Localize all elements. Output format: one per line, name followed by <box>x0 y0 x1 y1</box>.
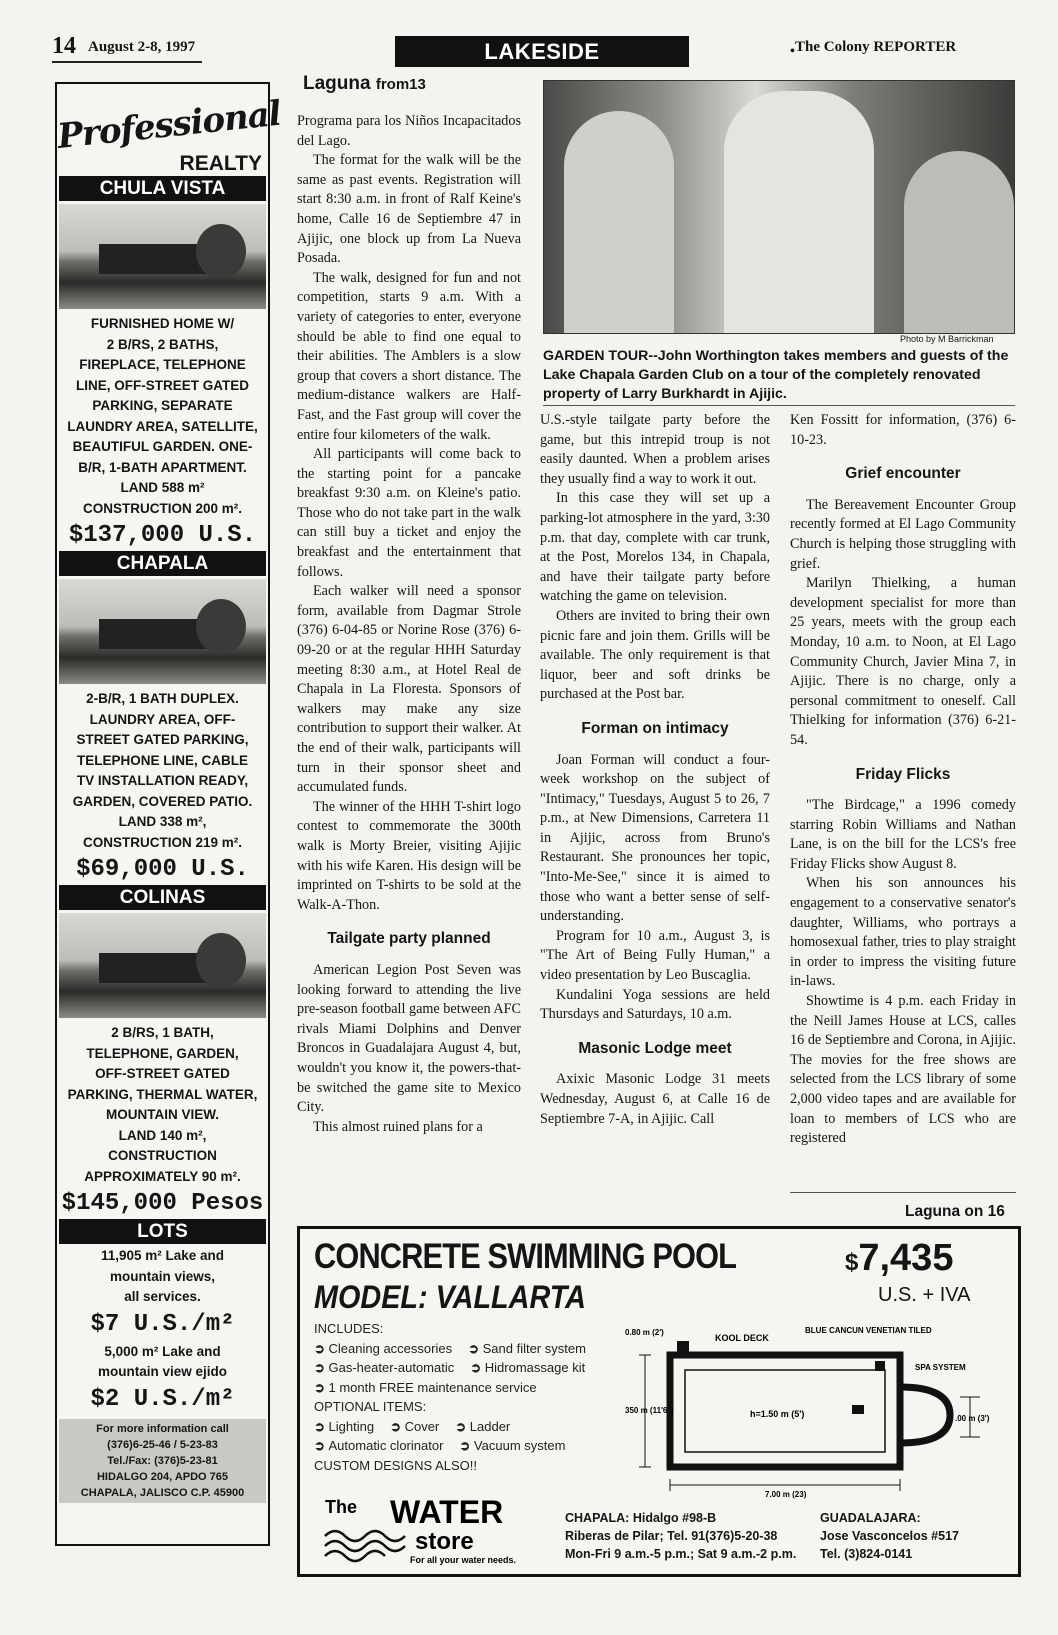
price-value: 7,435 <box>858 1237 954 1279</box>
paragraph: Each walker will need a sponsor form, available from Dagmar Strole (376) 6-04-85 or Norine Rose (376) 6-09-20 or at the regular HHH Saturday meeting 8:30 a.m., at Hotel Real de Chapala in La Floresta. Sponsors of walkers may make any size contribution to support their walker. At the end of their walk, participants will turn in their sponsor sheet and accumulated funds. <box>297 583 521 796</box>
listing-heading: CHULA VISTA <box>59 176 266 201</box>
lots-description <box>57 1340 268 1385</box>
listing-description <box>57 1021 268 1189</box>
contact-line: (376)6-25-46 / 5-23-83 <box>107 1438 218 1451</box>
paragraph: The Bereavement Encounter Group recently formed at El Lago Community Church is helping those struggling with grief. <box>790 496 1016 572</box>
listing-line: FURNISHED HOME W/ <box>90 316 235 331</box>
option-item: ➲ Cover <box>390 1418 440 1434</box>
paragraph: All participants will come back to the starting point for a pancake breakfast 9:30 a.m. on Kleine's patio. Those who do not take part in the walk can still buy a ticket and enjoy the breakfast and the entertainment that follows. <box>297 446 521 580</box>
listing-line: LAUNDRY AREA, SATELLITE, <box>67 418 258 434</box>
option-item: ➲ Automatic clorinator <box>314 1438 444 1453</box>
lots-price: $2 U.S./m² <box>90 1385 235 1413</box>
issue-date: August 2-8, 1997 <box>88 39 196 55</box>
garden-tour-photo <box>543 80 1015 334</box>
realty-contact <box>59 1419 266 1503</box>
paragraph: In this case they will set up a parking-lot atmosphere in the yard, 3:30 p.m. that day, complete with car trunk, at the Post, Morelos 134, in Chapala, and have their tailgate party before watching the game on television. <box>540 490 770 605</box>
listing-price: $137,000 U.S. <box>68 522 257 549</box>
listing-line: LAUNDRY AREA, OFF- <box>89 711 236 727</box>
listing-line: TV INSTALLATION READY, <box>76 773 249 788</box>
paragraph: Marilyn Thielking, a human development specialist for more than 25 years, meets with the group each Monday, 10 a.m. to Noon, at El Lago Community Church, Javier Mina 7, in Ajijic. There is no charge, only a personal commitment to oneself. Call Thielking for information (376) 6-21-54. <box>790 575 1016 748</box>
listing-description <box>57 312 268 521</box>
listing-price: $145,000 Pesos <box>61 1190 264 1217</box>
listing-line: CONSTRUCTION 219 m². <box>82 834 243 850</box>
optional-label: OPTIONAL ITEMS: <box>314 1399 427 1414</box>
address-line: Tel. (3)824-0141 <box>820 1547 913 1561</box>
listing-price: $69,000 U.S. <box>76 856 249 883</box>
paragraph: "The Birdcage," a 1996 comedy starring Robin Williams and Nathan Lane, is on the bill for the LCS's free Friday Flicks show August 8. <box>790 797 1016 872</box>
option-item: ➲ Vacuum system <box>459 1438 566 1453</box>
water-store-logo <box>320 1491 550 1566</box>
diagram-spa-size-label: .00 m (3') <box>955 1414 990 1423</box>
jump-headline <box>303 73 426 95</box>
listing-line: TELEPHONE LINE, CABLE <box>76 752 248 768</box>
column-end-rule <box>790 1192 1016 1193</box>
diagram-width-label: 0.80 m (2') <box>625 1328 664 1337</box>
paragraph: American Legion Post Seven was looking forward to attending the live pre-season football game between AFC rivals Miami Dolphins and Denver Broncos in Guadalajara August 4, but, wouldn't you know it, the powers-that-be switched the game site to Mexico City. <box>297 961 521 1116</box>
paragraph: U.S.-style tailgate party before the game, but this intrepid troup is not easily daunted. When a problem arises they usually find a way to work it out. <box>540 412 770 487</box>
listing-photo <box>59 204 266 309</box>
listing-line: 2 B/RS, 2 BATHS, <box>106 336 219 352</box>
feature-item: ➲ Gas-heater-automatic <box>314 1360 455 1375</box>
option-item: ➲ Ladder <box>455 1418 511 1434</box>
listing-line: FIREPLACE, TELEPHONE <box>79 357 246 372</box>
pool-ad-price-note: U.S. + IVA <box>878 1284 971 1306</box>
paragraph: Kundalini Yoga sessions are held Thursdays and Saturdays, 10 a.m. <box>540 986 770 1023</box>
lots-line: mountain view ejido <box>97 1364 227 1379</box>
listing-line: TELEPHONE, GARDEN, <box>86 1045 239 1061</box>
subhead-masonic: Masonic Lodge meet <box>578 1039 732 1057</box>
listing-line: APPROXIMATELY 90 m². <box>84 1168 241 1184</box>
contact-line: HIDALGO 204, APDO 765 <box>96 1470 229 1483</box>
lots-line: mountain views, <box>109 1268 216 1284</box>
lots-line: all services. <box>124 1289 201 1304</box>
pool-ad-title: CONCRETE SWIMMING POOL <box>314 1237 737 1276</box>
caption-rule <box>543 405 1015 406</box>
realty-ad <box>55 82 283 1546</box>
listing-line: GARDEN, COVERED PATIO. <box>72 793 253 809</box>
paragraph: This almost ruined plans for a <box>313 1118 483 1135</box>
section-banner: LAKESIDE <box>395 36 689 67</box>
contact-line: Tel./Fax: (376)5-23-81 <box>107 1454 218 1467</box>
jump-from: from13 <box>375 76 426 93</box>
pool-ad <box>297 1226 1021 1577</box>
diagram-depth-label: h=1.50 m (5') <box>750 1409 805 1419</box>
listing-heading: CHAPALA <box>59 551 266 576</box>
logo-store: store <box>415 1528 474 1555</box>
feature-item: ➲ Sand filter system <box>468 1340 586 1356</box>
paragraph: Programa para los Niños Incapacitados del Lago. <box>297 113 521 149</box>
subhead-forman: Forman on intimacy <box>581 719 729 737</box>
logo-water: WATER <box>390 1494 504 1530</box>
listing-line: OFF-STREET GATED <box>95 1066 230 1081</box>
listing-line: LINE, OFF-STREET GATED <box>76 377 249 393</box>
custom-designs: CUSTOM DESIGNS ALSO!! <box>314 1457 478 1473</box>
realty-logo-sub: REALTY <box>179 152 262 175</box>
listing-line: 2 B/RS, 1 BATH, <box>111 1025 214 1040</box>
listing-photo <box>59 579 266 684</box>
pool-diagram <box>625 1325 1005 1500</box>
contact-line: CHAPALA, JALISCO C.P. 45900 <box>80 1486 245 1499</box>
guadalajara-address <box>820 1509 959 1563</box>
header-rule <box>52 61 202 63</box>
listing-line: B/R, 1-BATH APARTMENT. <box>78 459 247 475</box>
paragraph: The walk, designed for fun and not competition, starts 9 a.m. With a variety of categories to enter, everyone should be able to find one equal to their abilities. The Amblers is a slow group that covers a short distance. The medium-distance walkers are Half-Fast, and the Fast group will cover the entire four kilometers of the walk. <box>297 269 521 443</box>
paragraph: Showtime is 4 p.m. each Friday in the Neill James House at LCS, calles 16 de Septiembre and Corona, in Ajijic. The movies for the free shows are selected from the LCS library of some 2,000 video tapes and are available for loan to members of LCS who are registered <box>790 993 1016 1147</box>
article-column-3 <box>790 411 1016 1149</box>
address-line: CHAPALA: Hidalgo #98-B <box>565 1511 717 1525</box>
subhead-tailgate: Tailgate party planned <box>327 930 491 948</box>
listing-line: CONSTRUCTION <box>108 1148 217 1163</box>
realty-logo: Professional <box>55 93 283 157</box>
option-item: ➲ Lighting <box>314 1418 375 1434</box>
subhead-grief: Grief encounter <box>845 465 961 483</box>
subhead-flicks: Friday Flicks <box>855 765 951 783</box>
listing-photo <box>59 913 266 1018</box>
address-line: GUADALAJARA: <box>820 1511 921 1525</box>
address-line: Jose Vasconcelos #517 <box>820 1529 959 1543</box>
lots-price: $7 U.S./m² <box>90 1310 235 1338</box>
article-column-1 <box>297 112 521 1137</box>
paragraph: Ken Fossitt for information, (376) 6-10-23. <box>790 412 1016 448</box>
listing-line: PARKING, SEPARATE <box>92 398 233 413</box>
contact-line: For more information call <box>96 1422 229 1435</box>
lots-line: 5,000 m² Lake and <box>104 1343 221 1359</box>
paragraph: Program for 10 a.m., August 3, is "The Art of Being Fully Human," a video presentation by Leo Buscaglia. <box>540 927 770 984</box>
price-symbol: $ <box>845 1249 859 1276</box>
bullet-mark: • <box>790 44 795 59</box>
paragraph: Others are invited to bring their own picnic fare and join them. Grills will be available. The only requirement is that liquor, beer and soft drinks be purchased at the Post bar. <box>540 607 770 703</box>
diagram-tile-label: BLUE CANCUN VENETIAN TILED <box>805 1326 932 1335</box>
lots-description <box>57 1244 268 1310</box>
diagram-spa-label: SPA SYSTEM <box>915 1363 966 1372</box>
paragraph: Axixic Masonic Lodge 31 meets Wednesday, August 6, at Calle 16 de Septiembre 7-A, in Ajijic. Call <box>540 1071 770 1127</box>
pool-ad-price <box>845 1237 953 1280</box>
pool-ad-model: MODEL: VALLARTA <box>314 1279 586 1315</box>
listing-line: MOUNTAIN VIEW. <box>106 1107 219 1122</box>
paragraph: When his son announces his engagement to a conservative senator's daughter, Williams, who portrays a homosexual father, tries to play straight in order to impress the visiting future in-laws. <box>790 875 1016 990</box>
photo-caption: GARDEN TOUR--John Worthington takes members and guests of the Lake Chapala Garden Club on a tour of the completely renovated property of Larry Burkhardt in Ajijic. <box>543 348 1009 402</box>
paragraph: The winner of the HHH T-shirt logo contest to commemorate the 300th walk is Morty Breier, visiting Ajijic with his wife Karen. His design will be imprinted on T-shirts to be sold at the Walk-A-Thon. <box>297 798 521 913</box>
chapala-address <box>565 1509 796 1563</box>
paragraph: Joan Forman will conduct a four-week workshop on the subject of "Intimacy," Tuesdays, August 5 to 26, 7 p.m., at New Dimensions, Carretera 11 in Ajijic, across from Bruno's Restaurant. She pronounces her topic, "Into-Me-See," since it is aimed to those who want a better sense of self-understanding. <box>540 751 770 925</box>
article-column-2 <box>540 411 770 1129</box>
listing-line: LAND 140 m², <box>118 1127 207 1143</box>
listing-line: PARKING, THERMAL WATER, <box>67 1086 258 1102</box>
listing-line: STREET GATED PARKING, <box>76 732 249 747</box>
address-line: Riberas de Pilar; Tel. 91(376)5-20-38 <box>565 1529 778 1543</box>
logo-the: The <box>325 1497 358 1517</box>
includes-label: INCLUDES: <box>314 1321 384 1336</box>
feature-item: ➲ Cleaning accessories <box>314 1340 453 1356</box>
lots-line: 11,905 m² Lake and <box>100 1248 225 1263</box>
feature-item: ➲ 1 month FREE maintenance service <box>314 1379 537 1395</box>
feature-item: ➲ Hidromassage kit <box>470 1360 586 1375</box>
listing-line: BEAUTIFUL GARDEN. ONE- <box>72 439 253 454</box>
listing-line: CONSTRUCTION 200 m². <box>82 500 243 516</box>
newspaper-name: The Colony REPORTER <box>795 39 957 55</box>
pool-ad-features <box>314 1319 644 1475</box>
logo-tagline: For all your water needs. <box>410 1555 517 1565</box>
photo-credit: Photo by M Barrickman <box>900 334 994 344</box>
listing-line: 2-B/R, 1 BATH DUPLEX. <box>86 691 239 706</box>
diagram-height-label: 350 m (11'6") <box>625 1406 674 1415</box>
listing-heading: COLINAS <box>59 885 266 910</box>
diagram-length-label: 7.00 m (23) <box>765 1490 807 1499</box>
listing-line: LAND 338 m², <box>118 814 207 829</box>
address-line: Mon-Fri 9 a.m.-5 p.m.; Sat 9 a.m.-2 p.m. <box>565 1547 797 1561</box>
listing-line: LAND 588 m² <box>120 480 205 495</box>
jump-headline-text: Laguna <box>303 73 371 94</box>
diagram-kool-deck-label: KOOL DECK <box>715 1333 769 1343</box>
lots-heading: LOTS <box>59 1219 266 1244</box>
page-number: 14 <box>52 33 76 59</box>
listing-description <box>57 687 268 855</box>
continued-on: Laguna on 16 <box>905 1203 1005 1220</box>
paragraph: The format for the walk will be the same as past events. Registration will start 8:30 a.m. in front of Ralf Keine's home, Calle 16 de Septiembre 47 in Ajijic, one block up from La Nueva Posada. <box>297 152 521 267</box>
